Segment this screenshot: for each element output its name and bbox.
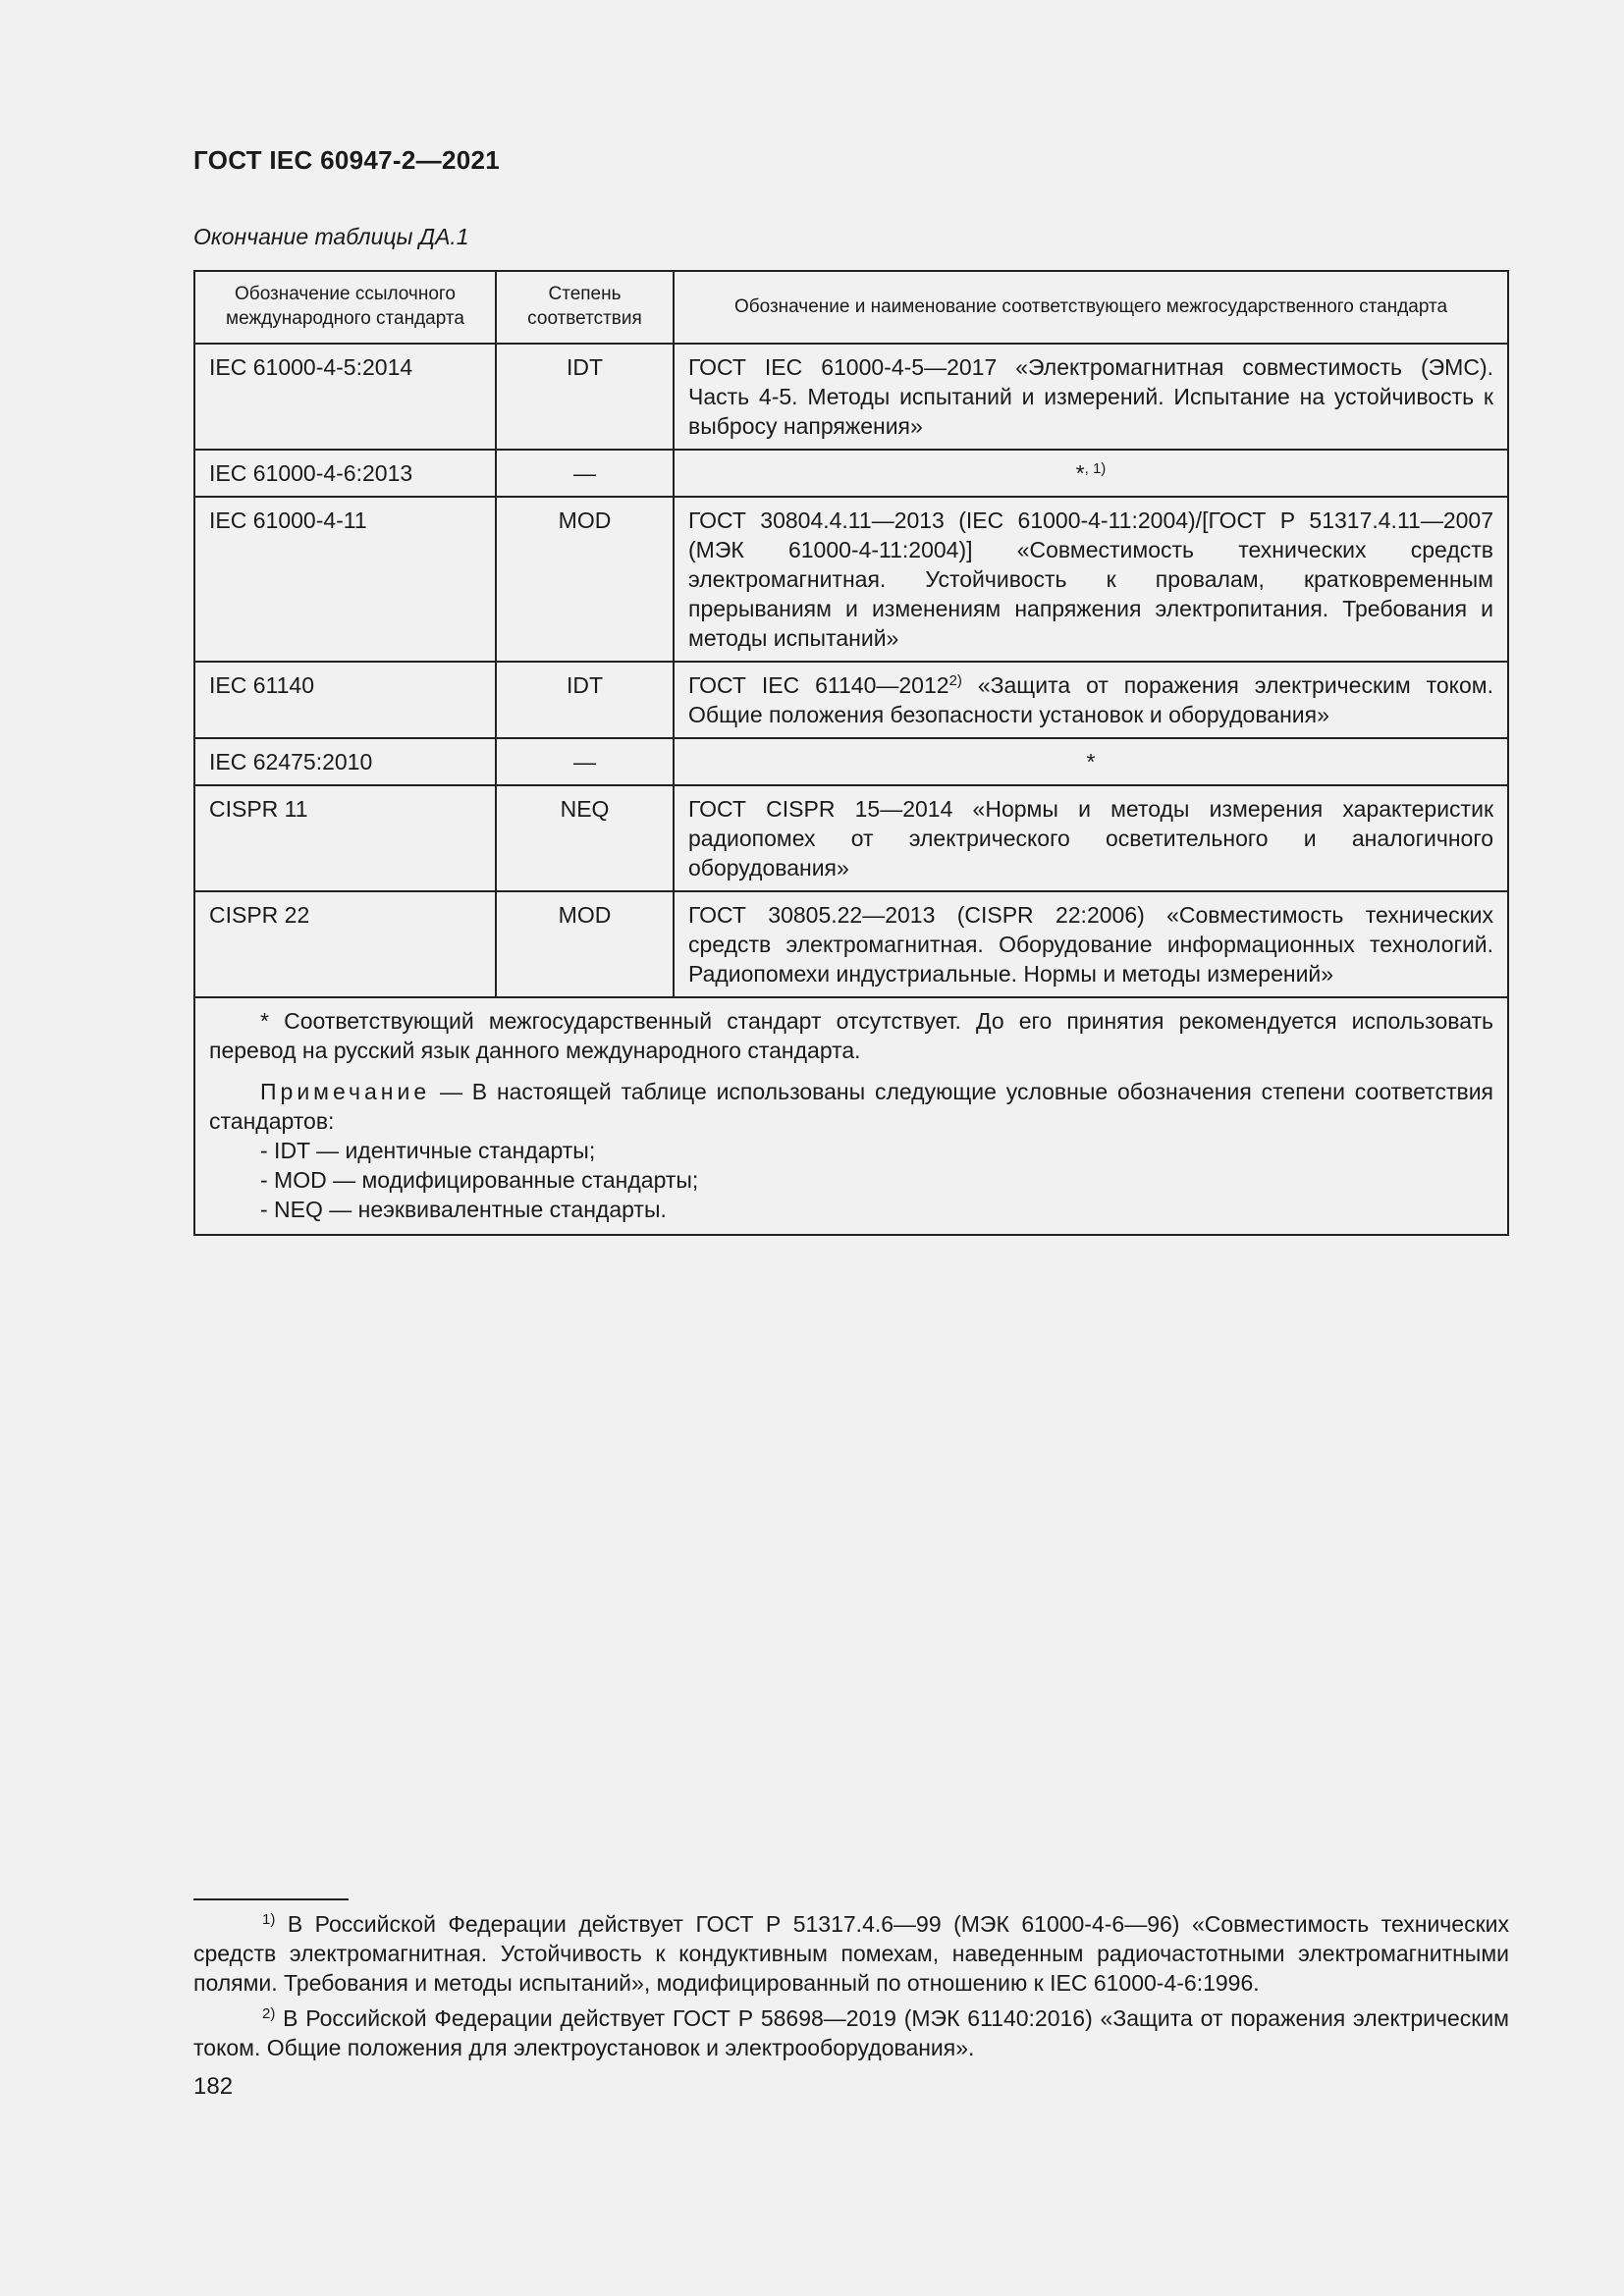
footnote-mark: 2) [262,2005,276,2022]
footnote-ref: , 1) [1084,460,1107,477]
gost-cell [674,662,1508,738]
degree-cell: MOD [496,497,674,662]
document-title: ГОСТ IEC 60947-2—2021 [193,145,500,175]
table-row [194,497,1508,662]
list-item: - MOD — модифицированные стандарты; [260,1167,699,1193]
table-row [194,344,1508,450]
list-item: - IDT — идентичные стандарты; [260,1138,596,1163]
table-row [194,662,1508,738]
footnote-text: В Российской Федерации действует ГОСТ Р 58698—2019 (МЭК 61140:2016) «Защита от поражения электрическим током. Общие положения для электроустановок и электрооборудования». [193,2005,1509,2060]
column-header-degree: Степень соответствия [496,271,674,344]
degree-cell: IDT [496,344,674,450]
degree-cell: — [496,450,674,497]
standards-table [193,270,1509,1236]
gost-cell: ГОСТ IEC 61000-4-5—2017 «Электромагнитная совместимость (ЭМС). Часть 4-5. Методы испытаний и измерений. Испытание на устойчивость к выбросу напряжения» [674,344,1508,450]
table-notes-row [194,997,1508,1235]
standard-cell: IEC 61000-4-6:2013 [194,450,496,497]
column-header-standard: Обозначение ссылочного международного стандарта [194,271,496,344]
standard-cell: IEC 62475:2010 [194,738,496,785]
gost-cell: ГОСТ 30804.4.11—2013 (IEC 61000-4-11:2004)/[ГОСТ Р 51317.4.11—2007 (МЭК 61000-4-11:2004)] «Совместимость технических средств электромагнитная. Устойчивость к провалам, кратковременным прерываниям и изменениям напряжения электропитания. Требования и методы испытаний» [674,497,1508,662]
star-mark: * [1075,460,1085,486]
footnote-text: В Российской Федерации действует ГОСТ Р 51317.4.6—99 (МЭК 61000-4-6—96) «Совместимость технических средств электромагнитная. Устойчивость к кондуктивным помехам, наведенным радиочастотными электромагнитными полями. Требования и методы испытаний», модифицированный по отношению к IEC 61000-4-6:1996. [193,1911,1509,1996]
degree-cell: — [496,738,674,785]
gost-text-rest: «Защита от поражения электрическим током. Общие положения безопасности установок и оборудования» [688,672,1493,727]
page-number: 182 [193,2073,234,2100]
footnote-ref: 2) [948,672,962,689]
list-item: - NEQ — неэквивалентные стандарты. [260,1197,667,1222]
note-list [209,1136,1493,1224]
table-row [194,738,1508,785]
star-note: * Соответствующий межгосударственный стандарт отсутствует. До его принятия рекомендуется использовать перевод на русский язык данного международного стандарта. [209,1008,1493,1063]
footnote [193,2003,1509,2062]
standard-cell: CISPR 11 [194,785,496,891]
gost-cell: ГОСТ CISPR 15—2014 «Нормы и методы измерения характеристик радиопомех от электрического осветительного и аналогичного оборудования» [674,785,1508,891]
degree-cell: NEQ [496,785,674,891]
table-header-row [194,271,1508,344]
gost-cell: ГОСТ 30805.22—2013 (CISPR 22:2006) «Совместимость технических средств электромагнитная. Оборудование информационных технологий. Радиопомехи индустриальные. Нормы и методы измерений» [674,891,1508,997]
column-header-gost: Обозначение и наименование соответствующего межгосударственного стандарта [674,271,1508,344]
note-paragraph [209,1077,1493,1136]
footnote [193,1909,1509,1998]
degree-cell: IDT [496,662,674,738]
gost-cell [674,450,1508,497]
footnote-mark: 1) [262,1911,276,1928]
gost-text: ГОСТ IEC 61140—2012 [688,672,949,698]
note-text: — В настоящей таблице использованы следующие условные обозначения степени соответствия стандартов: [209,1079,1493,1134]
table-row [194,785,1508,891]
standard-cell: CISPR 22 [194,891,496,997]
gost-cell: * [674,738,1508,785]
table-notes [194,997,1508,1235]
table-caption: Окончание таблицы ДА.1 [193,224,469,249]
standard-cell: IEC 61000-4-5:2014 [194,344,496,450]
standard-cell: IEC 61140 [194,662,496,738]
footnotes [193,1909,1509,2068]
degree-cell: MOD [496,891,674,997]
note-label: Примечание [260,1079,431,1104]
footnote-divider [193,1898,349,1900]
standard-cell: IEC 61000-4-11 [194,497,496,662]
table-row [194,450,1508,497]
table-row [194,891,1508,997]
